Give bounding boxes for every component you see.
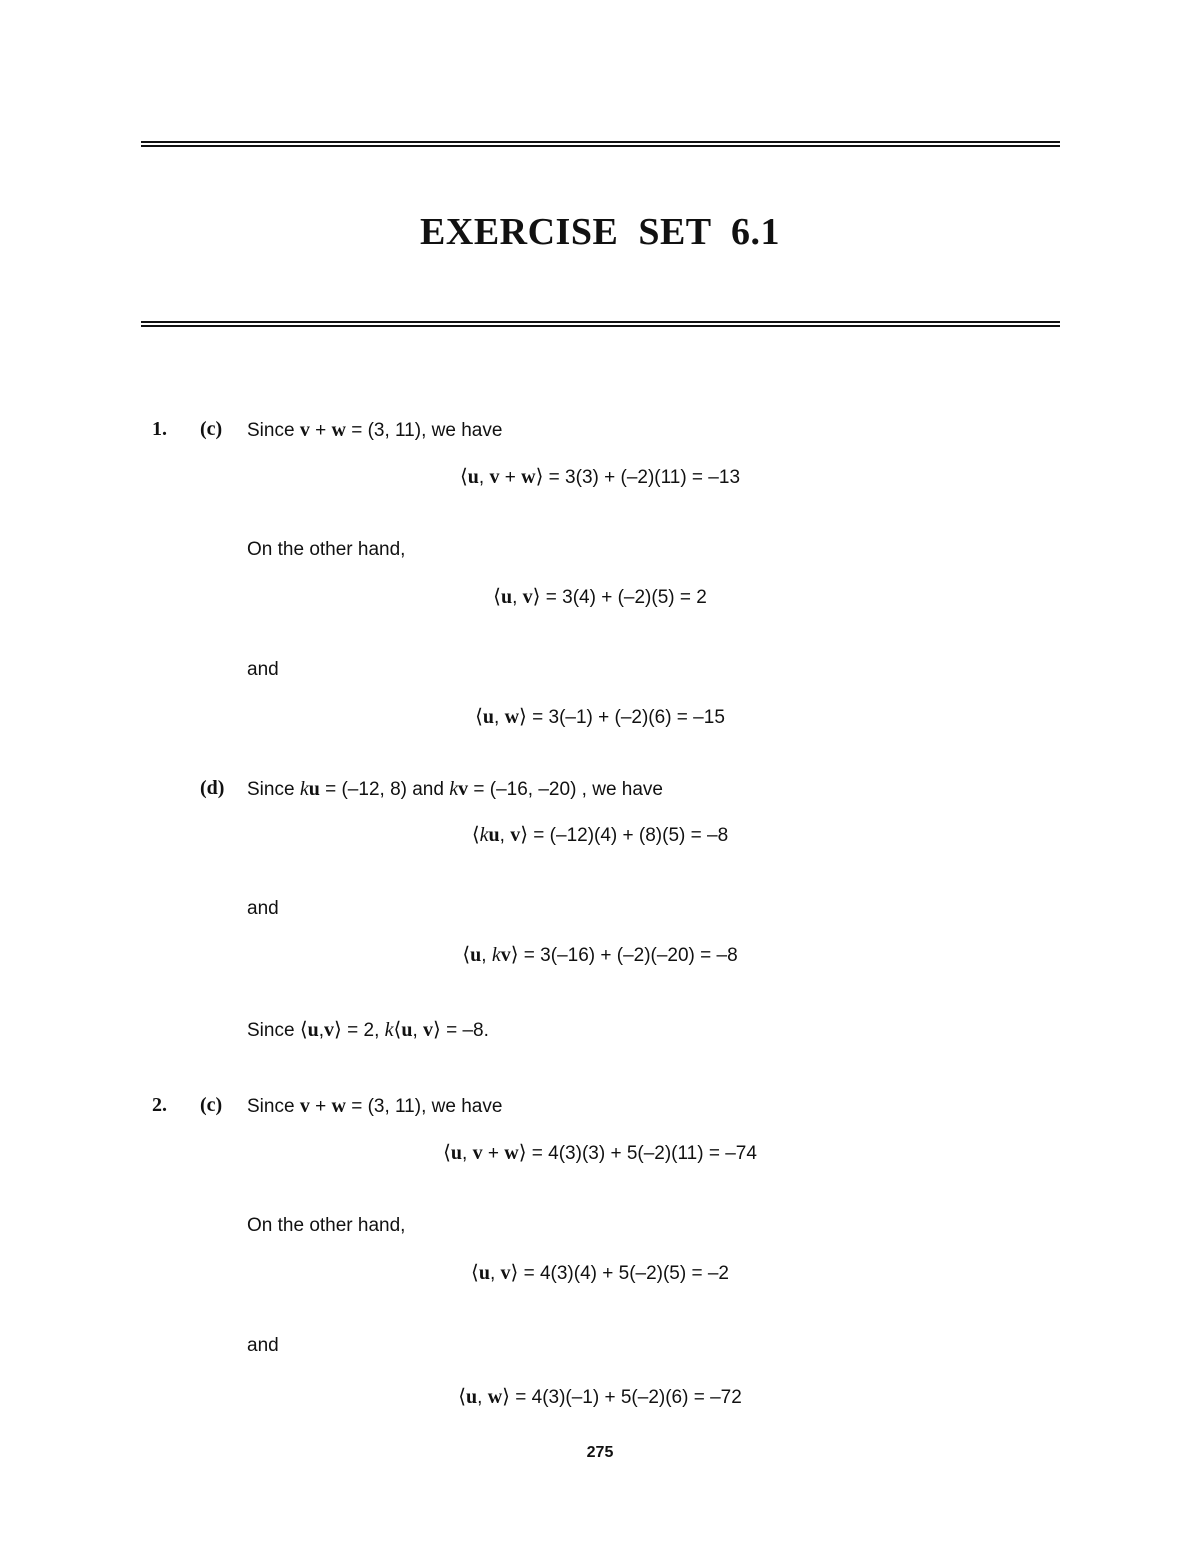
problem-2c-label: (c)	[200, 1094, 223, 1116]
problem-1d-label: (d)	[200, 777, 225, 799]
problem-1d-intro: Since ku = (–12, 8) and kv = (–16, –20) , we have	[247, 778, 663, 800]
page-number: 275	[586, 1444, 614, 1461]
problem-1c-equation-3: ⟨u, w⟩ = 3(–1) + (–2)(6) = –15	[475, 706, 725, 728]
problem-1d-equation-1: ⟨ku, v⟩ = (–12)(4) + (8)(5) = –8	[471, 824, 729, 846]
problem-2c-and: and	[247, 1335, 279, 1356]
problem-2c-equation-3: ⟨u, w⟩ = 4(3)(–1) + 5(–2)(6) = –72	[458, 1386, 742, 1408]
page-title: EXERCISE SET 6.1	[420, 211, 780, 253]
top-rule-2	[141, 145, 1060, 147]
problem-2c-other-hand: On the other hand,	[247, 1215, 406, 1236]
problem-2c-equation-1: ⟨u, v + w⟩ = 4(3)(3) + 5(–2)(11) = –74	[443, 1142, 757, 1164]
problem-1d-conclusion: Since ⟨u,v⟩ = 2, k⟨u, v⟩ = –8.	[247, 1019, 489, 1041]
problem-2c-equation-2: ⟨u, v⟩ = 4(3)(4) + 5(–2)(5) = –2	[471, 1262, 729, 1284]
problem-1d-equation-2: ⟨u, kv⟩ = 3(–16) + (–2)(–20) = –8	[462, 944, 738, 966]
title-rule-2	[141, 325, 1060, 327]
top-rule-1	[141, 141, 1060, 143]
problem-1-number: 1.	[152, 418, 167, 440]
problem-1c-label: (c)	[200, 418, 223, 440]
problem-1c-equation-1: ⟨u, v + w⟩ = 3(3) + (–2)(11) = –13	[459, 466, 741, 488]
problem-2-number: 2.	[152, 1094, 167, 1116]
problem-1c-and: and	[247, 659, 279, 680]
problem-1c-equation-2: ⟨u, v⟩ = 3(4) + (–2)(5) = 2	[493, 586, 707, 608]
problem-1c-other-hand: On the other hand,	[247, 539, 406, 560]
problem-1d-and: and	[247, 898, 279, 919]
problem-1c-intro: Since v + w = (3, 11), we have	[247, 419, 503, 441]
title-rule-1	[141, 321, 1060, 323]
problem-2c-intro: Since v + w = (3, 11), we have	[247, 1095, 503, 1117]
